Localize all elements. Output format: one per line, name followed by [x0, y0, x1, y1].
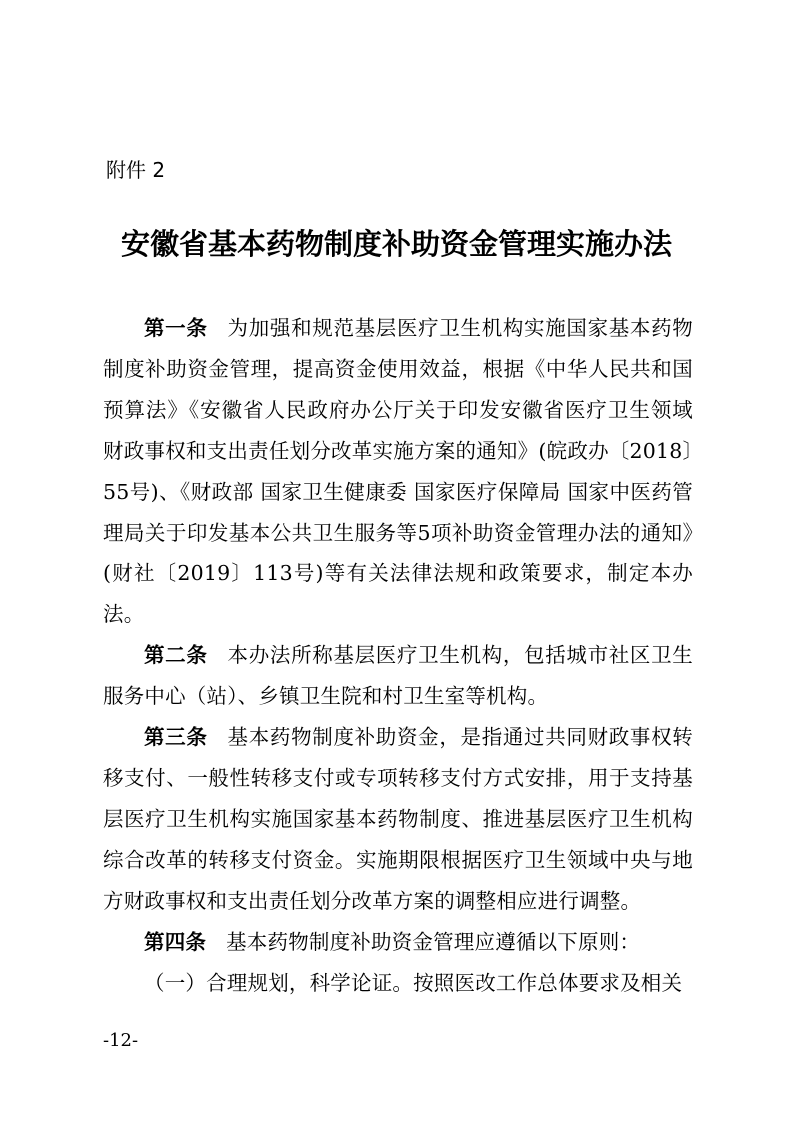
paragraph-article-1	[103, 308, 693, 635]
paragraph-article-4	[103, 922, 693, 963]
paragraph-text: 基本药物制度补助资金管理应遵循以下原则：	[226, 929, 641, 954]
article-number: 第二条	[144, 643, 208, 668]
article-number: 第三条	[144, 725, 208, 750]
paragraph-article-3	[103, 717, 693, 922]
attachment-label: 附件 2	[106, 158, 166, 182]
article-number: 第一条	[144, 316, 208, 340]
document-body	[103, 308, 693, 1003]
document-title: 安徽省基本药物制度补助资金管理实施办法	[120, 227, 672, 261]
paragraph-article-2	[103, 635, 693, 717]
paragraph-text: 基本药物制度补助资金，是指通过共同财政事权转移支付、一般性转移支付或专项转移支付方式安排，用于支持基层医疗卫生机构实施国家基本药物制度、推进基层医疗卫生机构综合改革的转移支付资金。实施期限根据医疗卫生领域中央与地方财政事权和支出责任划分改革方案的调整相应进行调整。	[103, 725, 693, 913]
paragraph-text: 本办法所称基层医疗卫生机构，包括城市社区卫生服务中心（站）、乡镇卫生院和村卫生室等机构。	[103, 643, 693, 709]
paragraph-text: 为加强和规范基层医疗卫生机构实施国家基本药物制度补助资金管理，提高资金使用效益，根据《中华人民共和国预算法》《安徽省人民政府办公厅关于印发安徽省医疗卫生领域财政事权和支出责任划分改革实施方案的通知》(皖政办〔2018〕55号)、《财政部 国家卫生健康委 国家医疗保障局 国家中医药管理局关于印发基本公共卫生服务等5项补助资金管理办法的通知》(财社〔2019〕113号)等有关法律法规和政策要求，制定本办法。	[103, 316, 693, 627]
page-number: -12-	[103, 1030, 139, 1051]
paragraph-text: （一）合理规划，科学论证。按照医改工作总体要求及相关	[144, 970, 683, 995]
article-number: 第四条	[144, 929, 207, 954]
paragraph-item-1	[103, 963, 693, 1004]
